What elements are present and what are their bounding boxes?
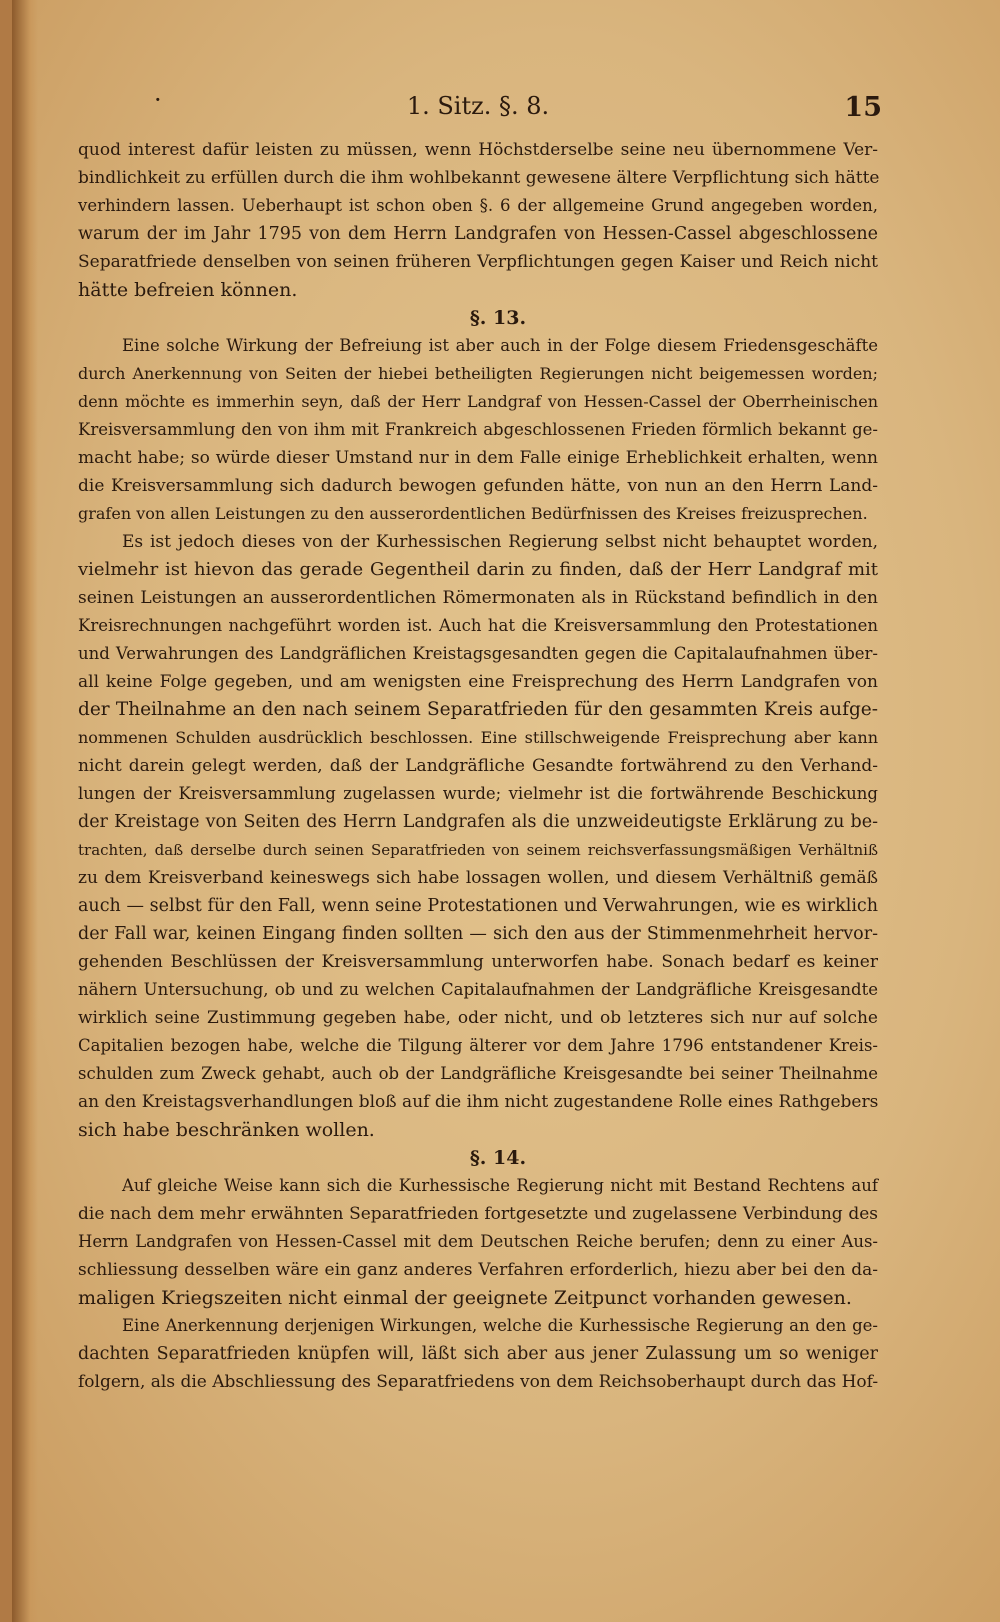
page-number: 15 bbox=[844, 92, 882, 123]
text-line: der Theilnahme an den nach seinem Separatfrieden für den gesammten Kreis aufge- bbox=[78, 699, 878, 720]
text-line: sich habe beschränken wollen. bbox=[78, 1119, 375, 1141]
print-mark: · bbox=[154, 86, 162, 114]
text-line: dachten Separatfrieden knüpfen will, läßt sich aber aus jener Zulassung um so weniger bbox=[78, 1344, 878, 1364]
text-line: Kreisrechnungen nachgeführt worden ist. Auch hat die Kreisversammlung den Protestationen bbox=[78, 616, 878, 635]
text-line: quod interest dafür leisten zu müssen, wenn Höchstderselbe seine neu übernommene Ver- bbox=[78, 140, 878, 160]
text-line: Herrn Landgrafen von Hessen-Cassel mit dem Deutschen Reiche berufen; denn zu einer Aus- bbox=[78, 1232, 878, 1251]
text-line: Es ist jedoch dieses von der Kurhessischen Regierung selbst nicht behauptet worden, bbox=[122, 532, 878, 552]
text-line: bindlichkeit zu erfüllen durch die ihm wohlbekannt gewesene ältere Verpflichtung sich hätte bbox=[78, 168, 880, 188]
section-heading: §. 13. bbox=[469, 307, 527, 329]
text-line: vielmehr ist hievon das gerade Gegentheil darin zu finden, daß der Herr Landgraf mit bbox=[78, 559, 878, 580]
book-page bbox=[12, 0, 1000, 1622]
running-header bbox=[78, 86, 882, 132]
text-line: die nach dem mehr erwähnten Separatfrieden fortgesetzte und zugelassene Verbindung des bbox=[78, 1204, 878, 1224]
text-line: und Verwahrungen des Landgräflichen Kreistagsgesandten gegen die Capitalaufnahmen über- bbox=[78, 644, 878, 663]
text-line: nommenen Schulden ausdrücklich beschlossen. Eine stillschweigende Freisprechung aber kann bbox=[78, 728, 878, 747]
text-line: grafen von allen Leistungen zu den ausserordentlichen Bedürfnissen des Kreises freizusprechen. bbox=[78, 504, 868, 523]
text-line: lungen der Kreisversammlung zugelassen wurde; vielmehr ist die fortwährende Beschickung bbox=[78, 784, 878, 803]
text-line: schulden zum Zweck gehabt, auch ob der Landgräfliche Kreisgesandte bei seiner Theilnahme bbox=[78, 1064, 878, 1083]
text-line: Separatfriede denselben von seinen früheren Verpflichtungen gegen Kaiser und Reich nicht bbox=[78, 252, 878, 272]
section-heading: §. 14. bbox=[469, 1147, 527, 1169]
text-line: hätte befreien können. bbox=[78, 279, 298, 301]
text-line: denn möchte es immerhin seyn, daß der Herr Landgraf von Hessen-Cassel der Oberrheinischen bbox=[78, 392, 878, 411]
text-line: an den Kreistagsverhandlungen bloß auf die ihm nicht zugestandene Rolle eines Rathgebers bbox=[78, 1092, 879, 1112]
text-line: gehenden Beschlüssen der Kreisversammlung unterworfen habe. Sonach bedarf es keiner bbox=[78, 952, 878, 972]
text-line: Eine Anerkennung derjenigen Wirkungen, welche die Kurhessische Regierung an den ge- bbox=[122, 1316, 878, 1335]
text-line: verhindern lassen. Ueberhaupt ist schon oben §. 6 der allgemeine Grund angegeben worden, bbox=[78, 196, 878, 215]
text-line: seinen Leistungen an ausserordentlichen Römermonaten als in Rückstand befindlich in den bbox=[78, 588, 878, 608]
text-line: Capitalien bezogen habe, welche die Tilgung älterer vor dem Jahre 1796 entstandener Kreis- bbox=[78, 1036, 878, 1055]
body-text bbox=[78, 136, 878, 1396]
text-line: auch — selbst für den Fall, wenn seine Protestationen und Verwahrungen, wie es wirklich bbox=[78, 896, 878, 916]
text-line: die Kreisversammlung sich dadurch bewogen gefunden hätte, von nun an den Herrn Land- bbox=[78, 476, 878, 496]
text-line: nähern Untersuchung, ob und zu welchen Capitalaufnahmen der Landgräfliche Kreisgesandte bbox=[78, 980, 878, 999]
text-line: der Fall war, keinen Eingang finden sollten — sich den aus der Stimmenmehrheit hervor- bbox=[78, 924, 878, 944]
text-line: schliessung desselben wäre ein ganz anderes Verfahren erforderlich, hiezu aber bei den da- bbox=[78, 1260, 878, 1280]
text-line: wirklich seine Zustimmung gegeben habe, oder nicht, und ob letzteres sich nur auf solche bbox=[78, 1008, 878, 1028]
text-line: trachten, daß derselbe durch seinen Separatfrieden von seinem reichsverfassungsmäßigen Verhältniß bbox=[78, 841, 878, 859]
page-gutter-shadow bbox=[12, 0, 38, 1622]
text-line: warum der im Jahr 1795 von dem Herrn Landgrafen von Hessen-Cassel abgeschlossene bbox=[78, 224, 878, 244]
text-line: folgern, als die Abschliessung des Separatfriedens von dem Reichsoberhaupt durch das Hof- bbox=[78, 1372, 879, 1392]
text-line: zu dem Kreisverband keineswegs sich habe lossagen wollen, und diesem Verhältniß gemäß bbox=[78, 868, 878, 888]
text-line: durch Anerkennung von Seiten der hiebei betheiligten Regierungen nicht beigemessen worden; bbox=[78, 364, 878, 383]
text-line: maligen Kriegszeiten nicht einmal der geeignete Zeitpunct vorhanden gewesen. bbox=[78, 1287, 852, 1309]
text-line: all keine Folge gegeben, und am wenigsten eine Freisprechung des Herrn Landgrafen von bbox=[78, 672, 878, 692]
text-line: der Kreistage von Seiten des Herrn Landgrafen als die unzweideutigste Erklärung zu be- bbox=[78, 812, 878, 832]
text-line: Kreisversammlung den von ihm mit Frankreich abgeschlossenen Frieden förmlich bekannt ge- bbox=[78, 420, 878, 439]
text-line: nicht darein gelegt werden, daß der Landgräfliche Gesandte fortwährend zu den Verhand- bbox=[78, 756, 878, 776]
page-text bbox=[78, 86, 882, 1396]
text-line: Auf gleiche Weise kann sich die Kurhessische Regierung nicht mit Bestand Rechtens auf bbox=[122, 1176, 878, 1195]
text-line: Eine solche Wirkung der Befreiung ist aber auch in der Folge diesem Friedensgeschäfte bbox=[122, 336, 878, 355]
text-line: macht habe; so würde dieser Umstand nur in dem Falle einige Erheblichkeit erhalten, wenn bbox=[78, 448, 878, 468]
running-title: 1. Sitz. §. 8. bbox=[406, 92, 550, 120]
